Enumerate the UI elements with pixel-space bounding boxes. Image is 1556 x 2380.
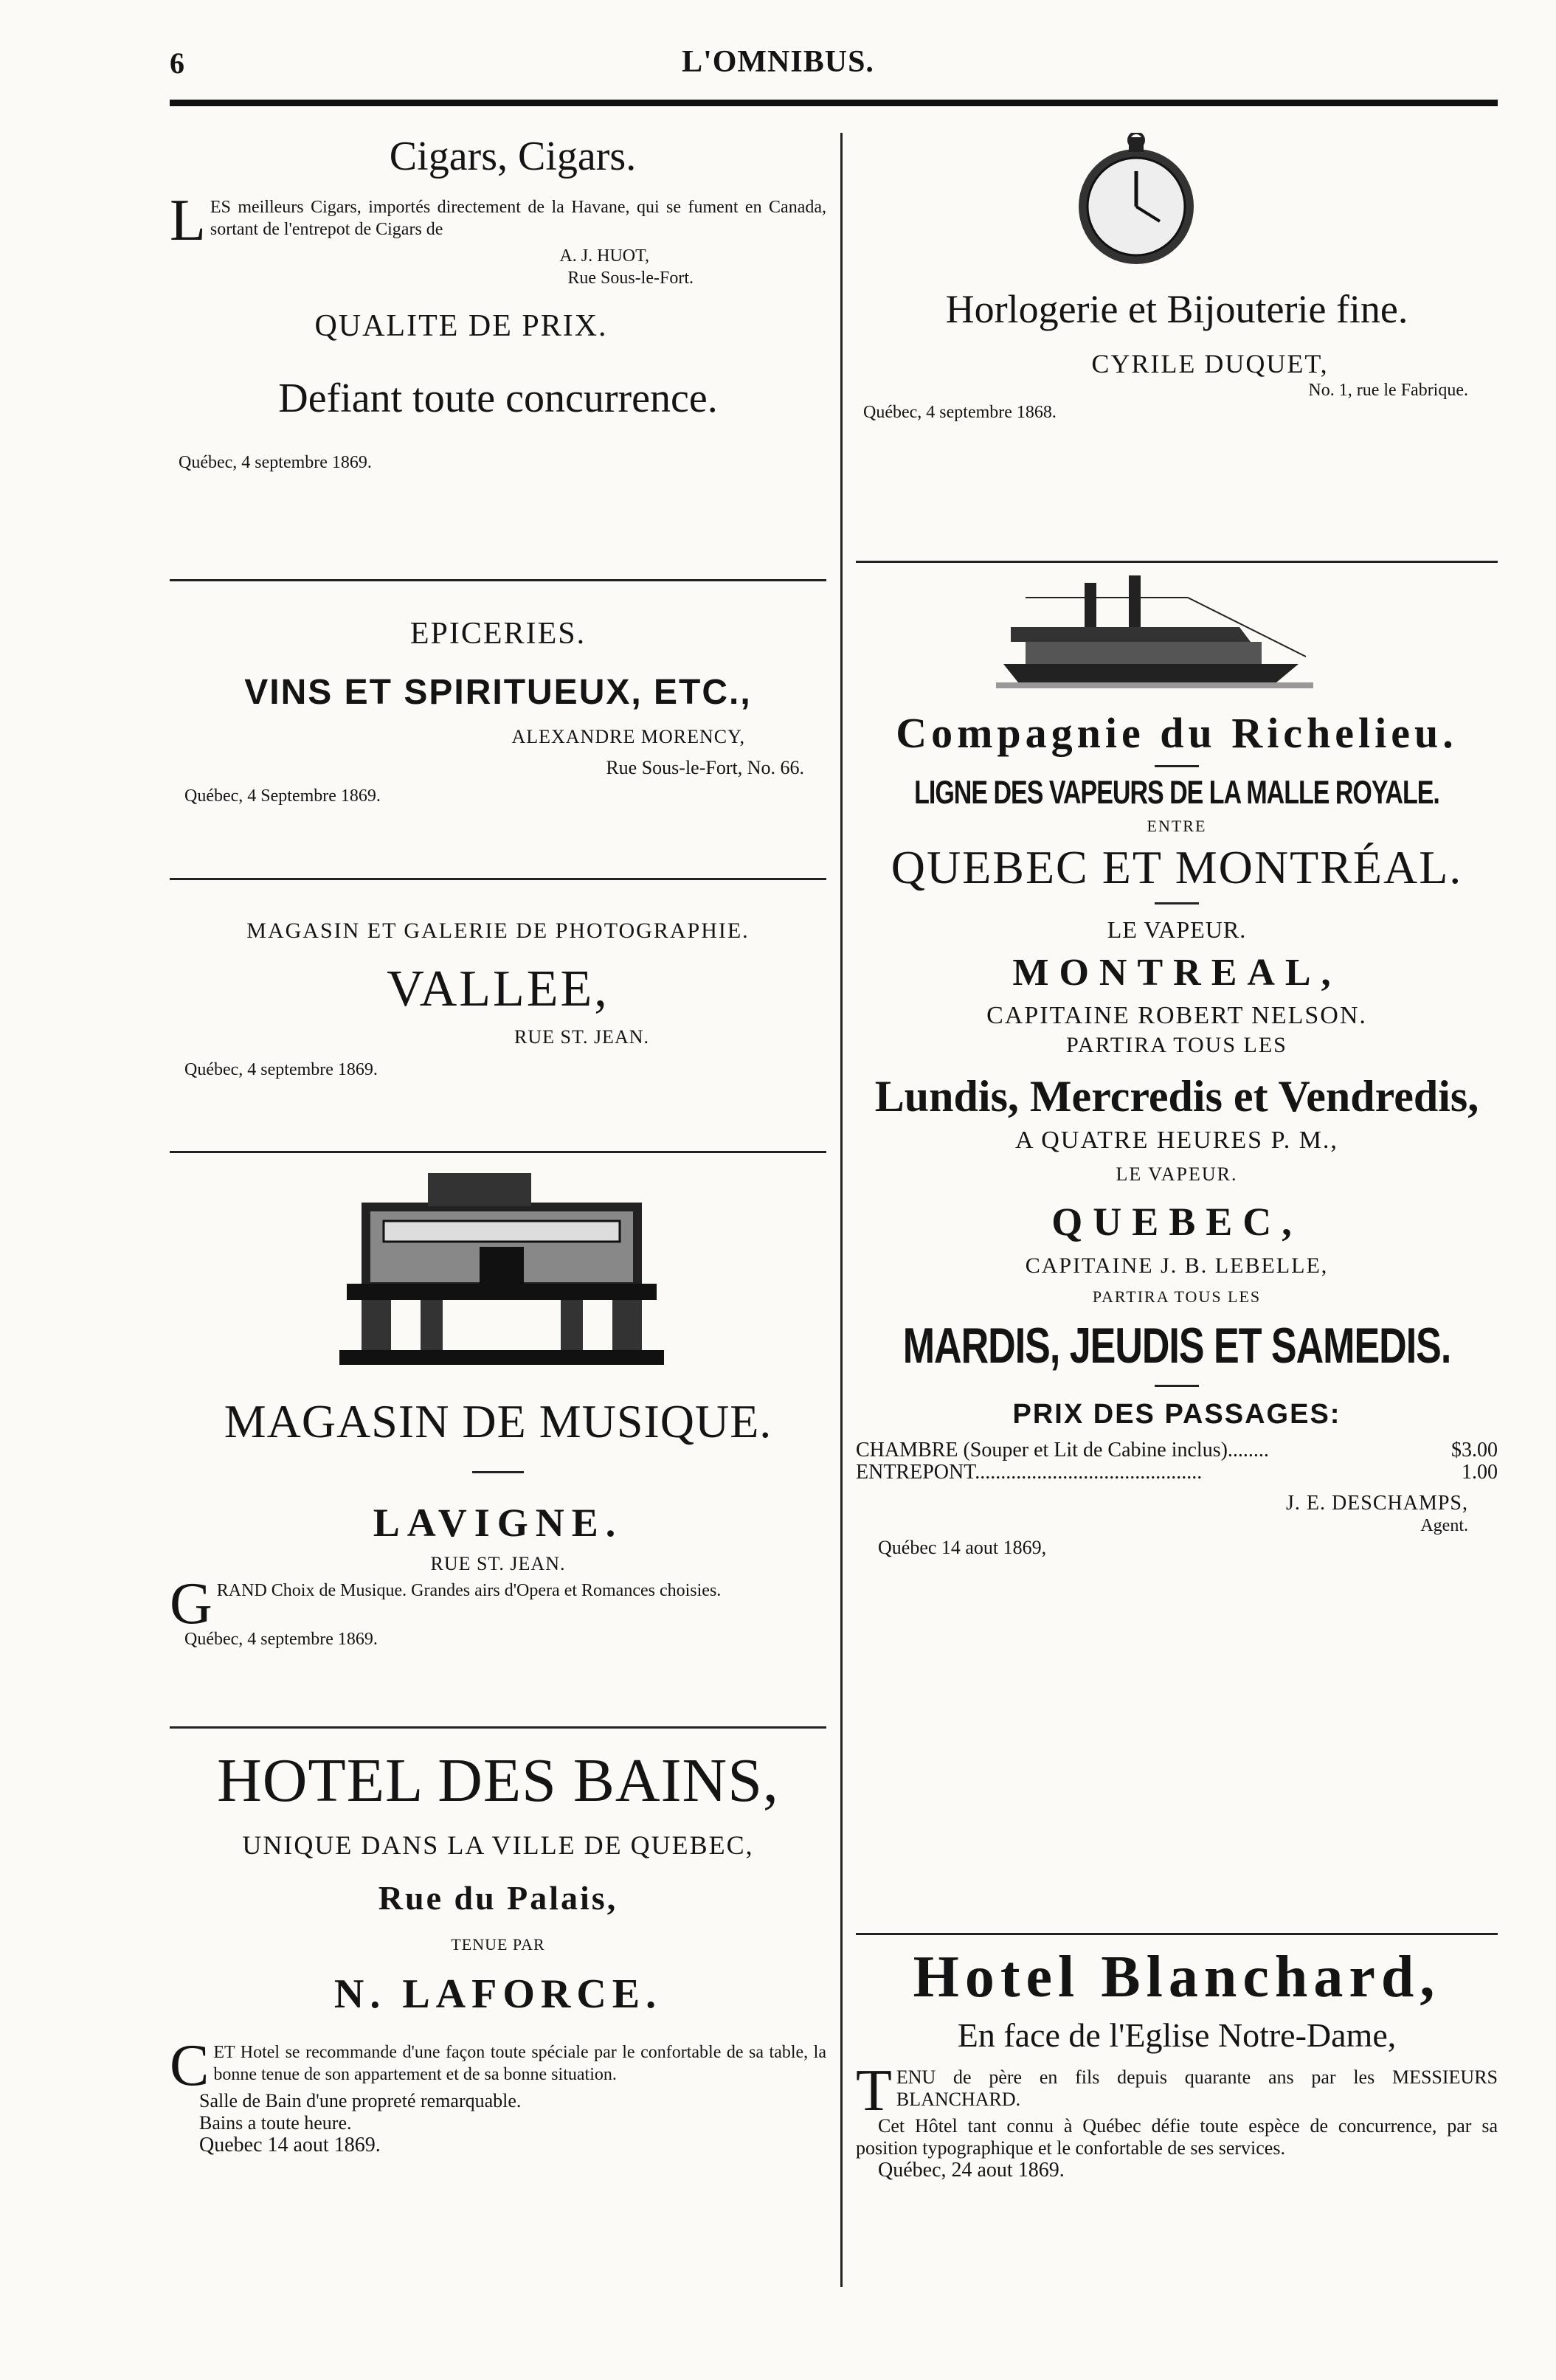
ad-date: Québec, 4 septembre 1869. — [184, 1060, 378, 1079]
page-number: 6 — [170, 46, 184, 80]
ad-owner: N. LAFORCE. — [333, 1971, 663, 2017]
ad-boat-name: MONTREAL, — [1012, 952, 1341, 994]
ad-musique — [170, 1166, 826, 1650]
short-rule — [1155, 765, 1199, 767]
ad-date: Québec, 4 septembre 1868. — [863, 403, 1057, 422]
steamboat-icon — [996, 575, 1313, 693]
ad-cities: QUEBEC ET MONTRÉAL. — [891, 841, 1463, 893]
ad-date: Québec, 4 Septembre 1869. — [184, 786, 381, 806]
ad-agent-title: Agent. — [1420, 1516, 1468, 1535]
separator-rule — [170, 878, 826, 880]
ad-address: RUE ST. JEAN. — [514, 1026, 649, 1048]
ad-cigars — [170, 133, 826, 474]
ad-richelieu — [856, 575, 1498, 1559]
ad-subheading: VINS ET SPIRITUEUX, ETC., — [244, 673, 752, 712]
fare-price: $3.00 — [1451, 1439, 1498, 1461]
ad-partira: PARTIRA TOUS LES — [1066, 1033, 1287, 1057]
ad-line: Bains a toute heure. — [199, 2112, 352, 2134]
ad-slogan: Defiant toute concurrence. — [278, 376, 718, 421]
header-rule — [170, 100, 1498, 106]
ad-photographie — [170, 919, 826, 1081]
separator-rule — [856, 561, 1498, 563]
fare-label: ENTREPONT............................................ — [856, 1461, 1203, 1484]
ad-name: ALEXANDRE MORENCY, — [511, 726, 745, 747]
ad-entre: ENTRE — [1147, 817, 1207, 835]
ad-body — [170, 2033, 826, 2098]
ad-signature-address: Rue Sous-le-Fort. — [567, 269, 694, 288]
ad-boat-name: QUEBEC, — [1051, 1200, 1302, 1244]
ad-name: LAVIGNE. — [373, 1501, 623, 1545]
ad-heading: EPICERIES. — [409, 617, 587, 651]
ad-address: No. 1, rue le Fabrique. — [1308, 381, 1468, 400]
ad-heading: Cigars, Cigars. — [389, 134, 637, 179]
column-divider — [840, 133, 843, 2287]
ad-heading: Horlogerie et Bijouterie fine. — [945, 287, 1408, 331]
ad-vapeur-label: LE VAPEUR. — [1116, 1163, 1238, 1185]
ad-hotel-des-bains — [170, 1745, 826, 2156]
ad-subheading: En face de l'Eglise Notre-Dame, — [957, 2016, 1397, 2054]
short-rule — [472, 1471, 524, 1473]
ad-body-text: ENU de père en fils depuis quarante ans par les MESSIEURS BLANCHARD. — [896, 2066, 1498, 2110]
ad-subheading: UNIQUE DANS LA VILLE DE QUEBEC, — [242, 1830, 754, 1860]
ad-date: Québec, 24 aout 1869. — [878, 2159, 1065, 2182]
ad-hour: A QUATRE HEURES P. M., — [1015, 1127, 1338, 1154]
fare-label: CHAMBRE (Souper et Lit de Cabine inclus)........ — [856, 1439, 1269, 1461]
ad-body — [170, 188, 826, 253]
separator-rule — [170, 1151, 826, 1153]
ad-quality: QUALITE DE PRIX. — [314, 309, 608, 343]
ad-vapeur-label: LE VAPEUR. — [1107, 916, 1247, 943]
drop-cap: L — [170, 188, 206, 253]
fare-price: 1.00 — [1462, 1461, 1498, 1484]
ad-date: Quebec 14 aout 1869. — [199, 2134, 381, 2156]
ad-days: MARDIS, JEUDIS ET SAMEDIS. — [902, 1318, 1451, 1374]
ad-body-text: RAND Choix de Musique. Grandes airs d'Opera et Romances choisies. — [216, 1581, 722, 1600]
ad-body-text: ET Hotel se recommande d'une façon toute spéciale par le confortable de sa table, la bonne tenue de son appartement et de sa bonne situation. — [213, 2043, 826, 2084]
ad-partira: PARTIRA TOUS LES — [1092, 1287, 1262, 1306]
ad-address: Rue Sous-le-Fort, No. 66. — [606, 757, 804, 778]
ad-captain: CAPITAINE J. B. LEBELLE, — [1025, 1253, 1329, 1278]
short-rule — [1155, 902, 1199, 904]
ad-heading: MAGASIN DE MUSIQUE. — [224, 1395, 772, 1447]
pocket-watch-icon — [1070, 133, 1203, 273]
ad-date: Québec, 4 septembre 1869. — [179, 453, 372, 472]
ad-epiceries — [170, 616, 826, 807]
separator-rule — [170, 1726, 826, 1729]
separator-rule — [856, 1933, 1498, 1935]
ad-body — [856, 2058, 1498, 2123]
ad-street: Rue du Palais, — [378, 1879, 618, 1917]
ad-line: Salle de Bain d'une propreté remarquable. — [199, 2090, 522, 2111]
drop-cap: T — [856, 2058, 892, 2123]
drop-cap: G — [170, 1571, 212, 1636]
short-rule — [1155, 1385, 1199, 1387]
ad-body — [170, 1571, 826, 1636]
newspaper-title: L'OMNIBUS. — [682, 45, 874, 79]
ad-address: RUE ST. JEAN. — [430, 1553, 566, 1574]
drop-cap: C — [170, 2033, 210, 2098]
ad-horlogerie — [856, 133, 1498, 423]
separator-rule — [170, 579, 826, 581]
ad-name: CYRILE DUQUET, — [1091, 349, 1329, 378]
fare-row — [856, 1439, 1498, 1461]
fare-row — [856, 1461, 1498, 1484]
ad-body-2: Cet Hôtel tant connu à Québec défie toute espèce de concurrence, par sa position typographique et le confortable de ses services. — [856, 2115, 1498, 2159]
ad-date: Québec, 4 septembre 1869. — [184, 1630, 378, 1649]
ad-captain: CAPITAINE ROBERT NELSON. — [986, 1002, 1367, 1029]
ad-date: Québec 14 aout 1869, — [878, 1537, 1047, 1558]
ad-agent-name: J. E. DESCHAMPS, — [1285, 1492, 1468, 1515]
ad-prix-heading: PRIX DES PASSAGES: — [1012, 1399, 1341, 1430]
ad-hotel-blanchard — [856, 1944, 1498, 2182]
ad-heading: HOTEL DES BAINS, — [217, 1746, 779, 1815]
ad-name: VALLEE, — [387, 961, 609, 1017]
ad-heading: Compagnie du Richelieu. — [896, 709, 1458, 757]
ad-body-text: ES meilleurs Cigars, importés directement de la Havane, qui se fument en Canada, sortant de l'entrepot de Cigars de — [210, 198, 826, 239]
ad-days: Lundis, Mercredis et Vendredis, — [874, 1072, 1479, 1121]
ad-signature-name: A. J. HUOT, — [559, 246, 649, 266]
ad-heading: MAGASIN ET GALERIE DE PHOTOGRAPHIE. — [246, 919, 750, 943]
piano-icon — [332, 1166, 671, 1372]
ad-route: LIGNE DES VAPEURS DE LA MALLE ROYALE. — [914, 775, 1439, 812]
ad-tenue: TENUE PAR — [451, 1935, 545, 1954]
ad-heading: Hotel Blanchard, — [913, 1945, 1441, 2010]
